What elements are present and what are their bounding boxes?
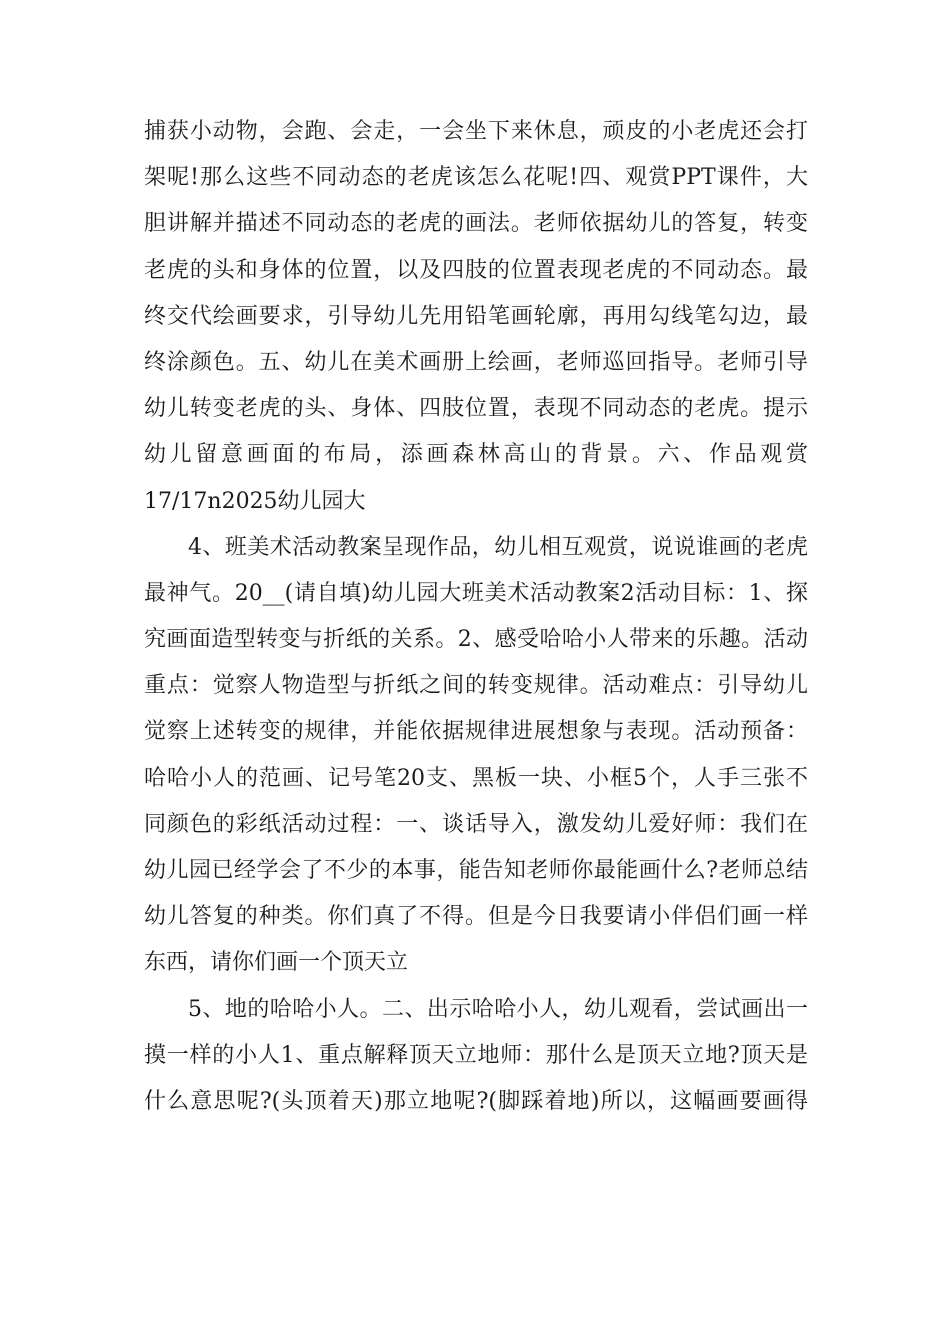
text-line: 17/17n2025幼儿园大 xyxy=(144,488,366,514)
paragraph-1 xyxy=(144,114,808,520)
paragraph-3 xyxy=(144,992,808,1120)
text-line: 幼儿园已经学会了不少的本事，能告知老师你最能画什么?老师总结 xyxy=(144,858,808,883)
text-line: 幼儿留意画面的布局，添画森林高山的背景。六、作品观赏 xyxy=(144,442,808,468)
text-line: 4、班美术活动教案呈现作品，幼儿相互观赏，说说谁画的老虎 xyxy=(188,534,808,560)
text-line: 终交代绘画要求，引导幼儿先用铅笔画轮廓，再用勾线笔勾边，最 xyxy=(144,303,808,329)
text-line: 最神气。20__(请自填)幼儿园大班美术活动教案2活动目标：1、探 xyxy=(144,580,808,606)
text-line: 摸一样的小人1、重点解释顶天立地师：那什么是顶天立地?顶天是 xyxy=(144,1042,808,1068)
text-line: 觉察上述转变的规律，并能依据规律进展想象与表现。活动预备： xyxy=(144,719,808,745)
text-line: 5、地的哈哈小人。二、出示哈哈小人，幼儿观看，尝试画出一 xyxy=(188,996,808,1022)
document-body xyxy=(144,114,808,1130)
text-line: 老虎的头和身体的位置，以及四肢的位置表现老虎的不同动态。最 xyxy=(144,257,808,283)
text-line: 胆讲解并描述不同动态的老虎的画法。老师依据幼儿的答复，转变 xyxy=(144,211,808,237)
paragraph-2 xyxy=(144,530,808,982)
text-line: 终涂颜色。五、幼儿在美术画册上绘画，老师巡回指导。老师引导 xyxy=(144,349,808,375)
text-line: 什么意思呢?(头顶着天)那立地呢?(脚踩着地)所以，这幅画要画得 xyxy=(144,1088,808,1114)
text-line: 同颜色的彩纸活动过程：一、谈话导入，激发幼儿爱好师：我们在 xyxy=(144,811,808,837)
text-line: 究画面造型转变与折纸的关系。2、感受哈哈小人带来的乐趣。活动 xyxy=(144,627,808,653)
text-line: 架呢!那么这些不同动态的老虎该怎么花呢!四、观赏PPT课件，大 xyxy=(144,165,808,191)
text-line: 东西，请你们画一个顶天立 xyxy=(144,950,409,976)
text-line: 幼儿答复的种类。你们真了不得。但是今日我要请小伴侣们画一样 xyxy=(144,904,808,930)
text-line: 捕获小动物，会跑、会走，一会坐下来休息，顽皮的小老虎还会打 xyxy=(144,119,808,144)
text-line: 幼儿转变老虎的头、身体、四肢位置，表现不同动态的老虎。提示 xyxy=(144,396,808,422)
text-line: 重点：觉察人物造型与折纸之间的转变规律。活动难点：引导幼儿 xyxy=(144,673,808,699)
text-line: 哈哈小人的范画、记号笔20支、黑板一块、小框5个，人手三张不 xyxy=(144,765,808,791)
